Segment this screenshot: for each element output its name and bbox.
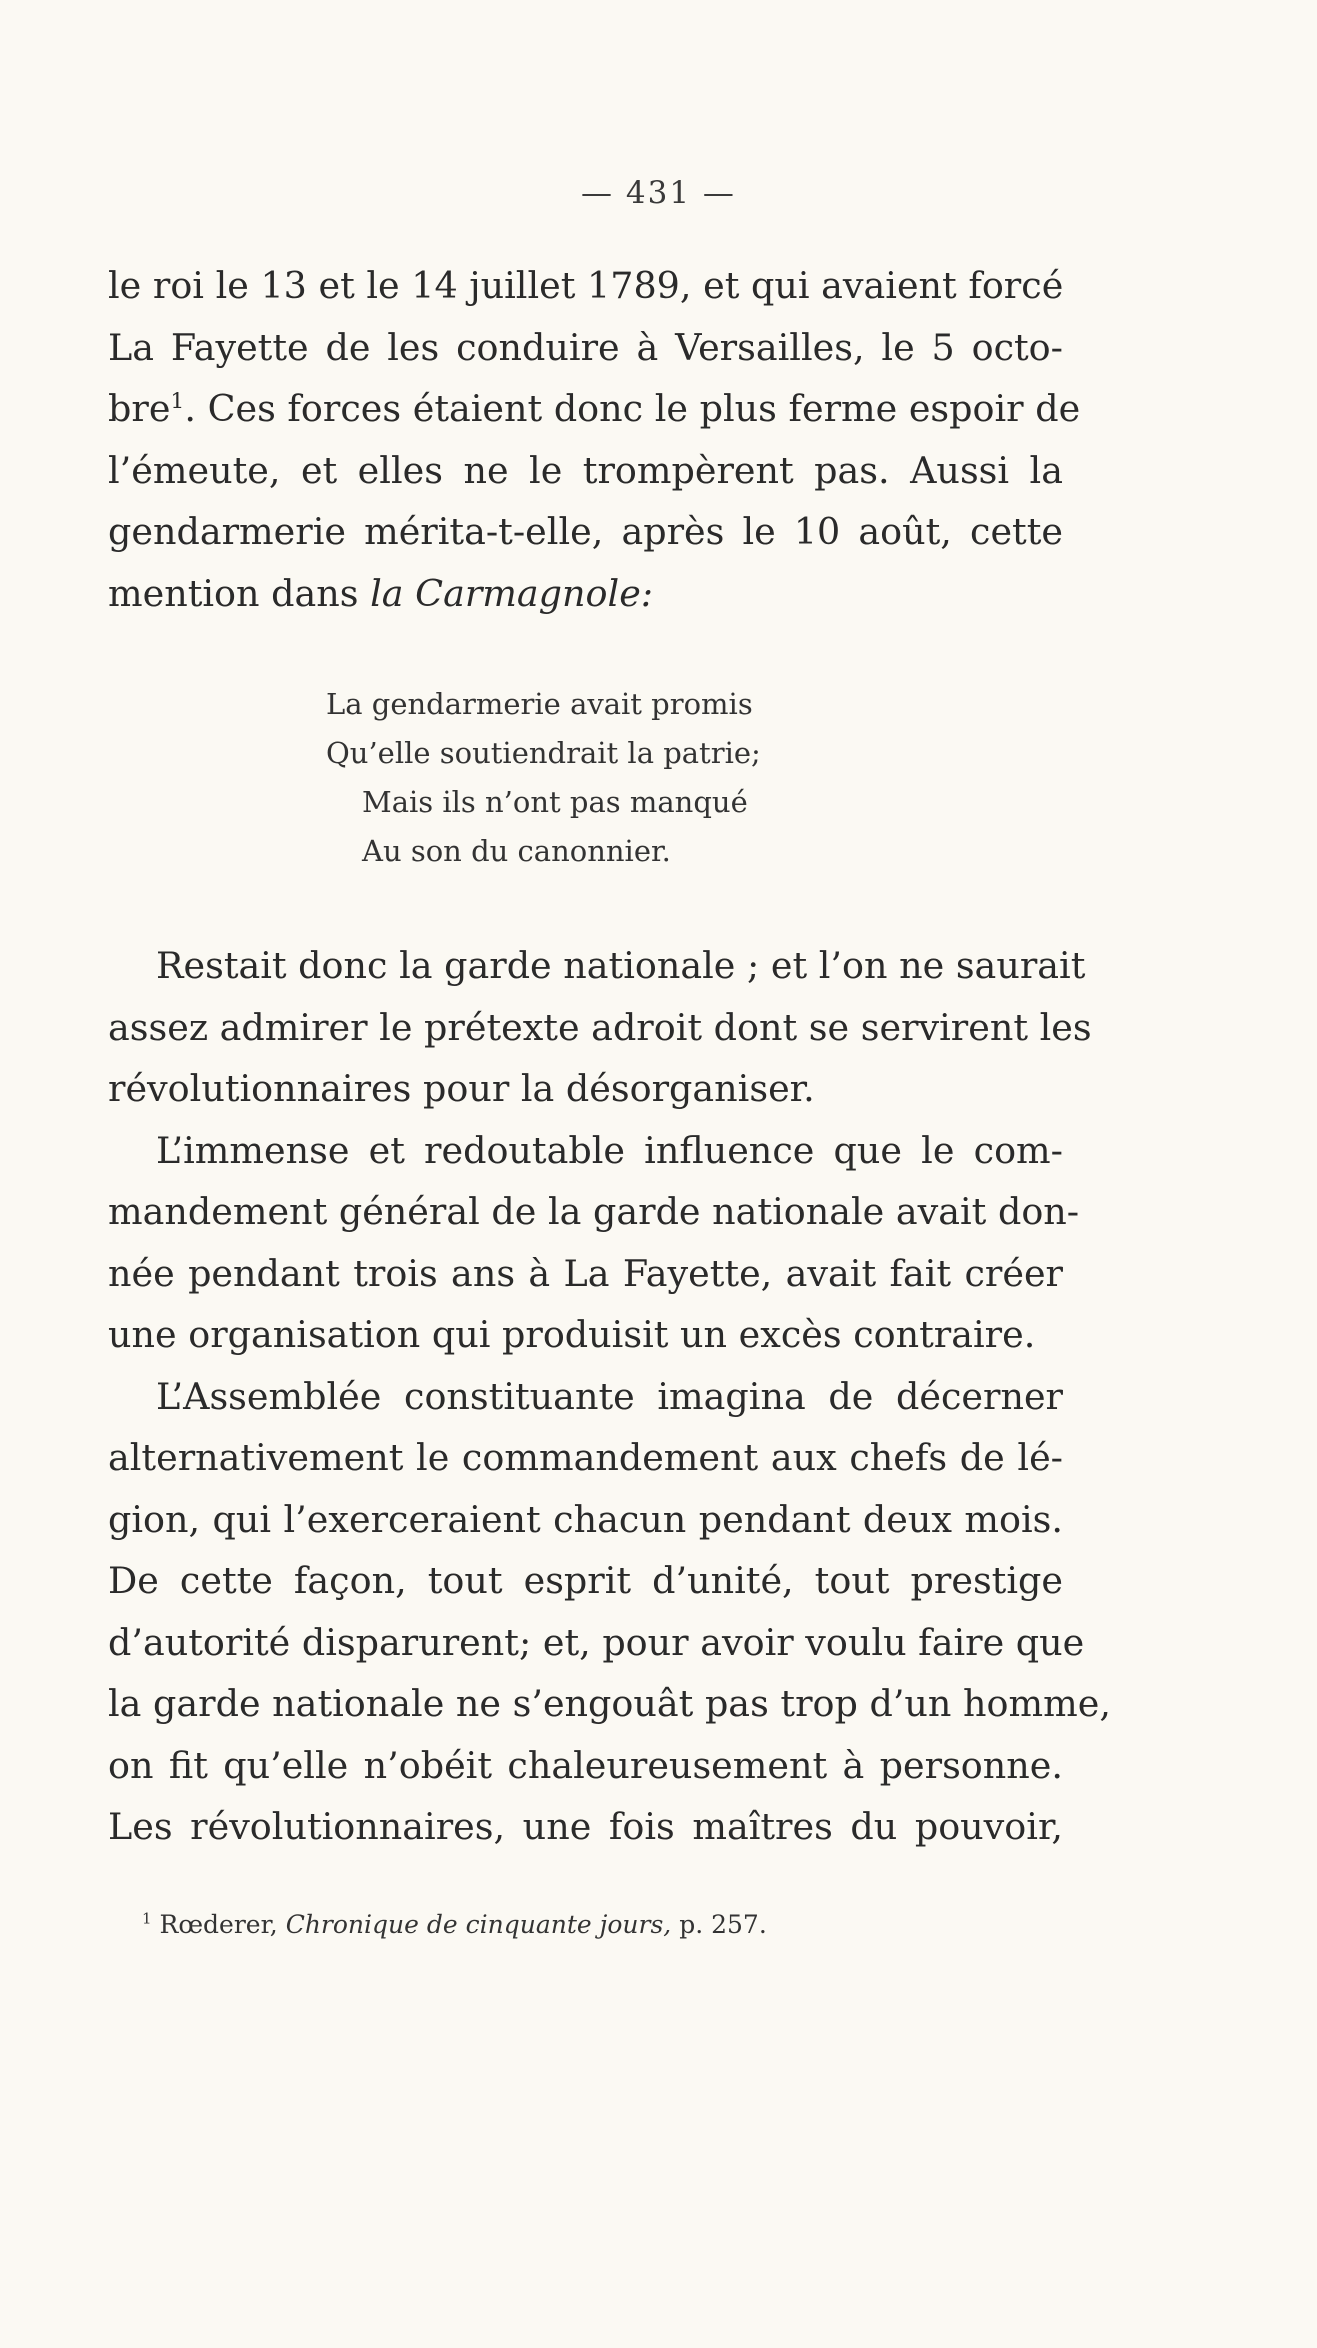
poem-verse: Qu’elle soutiendrait la patrie; <box>326 736 761 770</box>
text-line: alternativement le commandement aux chefs de lé- <box>108 1436 1063 1479</box>
text-line: révolutionnaires pour la désorganiser. <box>108 1067 815 1110</box>
body-text <box>108 935 1111 1858</box>
text-line: le roi le 13 et le 14 juillet 1789, et qui avaient forcé <box>108 264 1064 307</box>
poem-verse: Mais ils n’ont pas manqué <box>362 785 748 819</box>
text-line: gion, qui l’exerceraient chacun pendant deux mois. <box>108 1497 1063 1541</box>
text-line: née pendant trois ans à La Fayette, avait fait créer <box>108 1251 1063 1295</box>
text-line: De cette façon, tout esprit d’unité, tout prestige <box>108 1559 1063 1602</box>
text-line: mandement général de la garde nationale avait don- <box>108 1190 1080 1233</box>
text-line: gendarmerie mérita-t-elle, après le 10 août, cette <box>108 510 1063 553</box>
page-number: — 431 — <box>581 175 736 211</box>
text-line <box>108 563 1063 625</box>
text-line: l’émeute, et elles ne le trompèrent pas. Aussi la <box>108 448 1063 492</box>
text-fragment: mention dans <box>108 571 359 615</box>
poem-verse: La gendarmerie avait promis <box>326 687 753 721</box>
footnote-work-title: Chronique de cinquante jours, <box>285 1910 672 1939</box>
text-line: la garde nationale ne s’engouât pas trop d’un homme, <box>108 1682 1111 1725</box>
text-line <box>108 378 1081 440</box>
text-line: L’immense et redoutable influence que le com- <box>156 1128 1063 1172</box>
text-line: d’autorité disparurent; et, pour avoir voulu faire que <box>108 1620 1085 1664</box>
footnote-page: p. 257. <box>679 1910 767 1939</box>
poem-verse: Au son du canonnier. <box>362 834 671 868</box>
text-line: Les révolutionnaires, une fois maîtres du pouvoir, <box>108 1805 1063 1848</box>
text-line: une organisation qui produisit un excès contraire. <box>108 1313 1036 1356</box>
text-line: on fit qu’elle n’obéit chaleureusement à personne. <box>108 1743 1063 1787</box>
text-line: Restait donc la garde nationale ; et l’on ne saurait <box>156 944 1086 987</box>
text-fragment: bre <box>108 387 171 430</box>
footnote-reference: 1 <box>170 388 185 414</box>
text-line: La Fayette de les conduire à Versailles, le 5 octo- <box>108 325 1063 369</box>
text-line: L’Assemblée constituante imagina de décerner <box>156 1374 1063 1418</box>
footnote <box>142 1905 767 1945</box>
song-title: la Carmagnole: <box>370 571 654 615</box>
paragraph-1 <box>108 255 1081 624</box>
footnote-marker: 1 <box>142 1909 152 1928</box>
text-line: assez admirer le prétexte adroit dont se servirent les <box>108 1005 1092 1049</box>
footnote-author: Rœderer, <box>159 1910 278 1939</box>
text-fragment: . Ces forces étaient donc le plus ferme espoir de <box>184 387 1081 430</box>
poem-quote <box>326 680 761 876</box>
